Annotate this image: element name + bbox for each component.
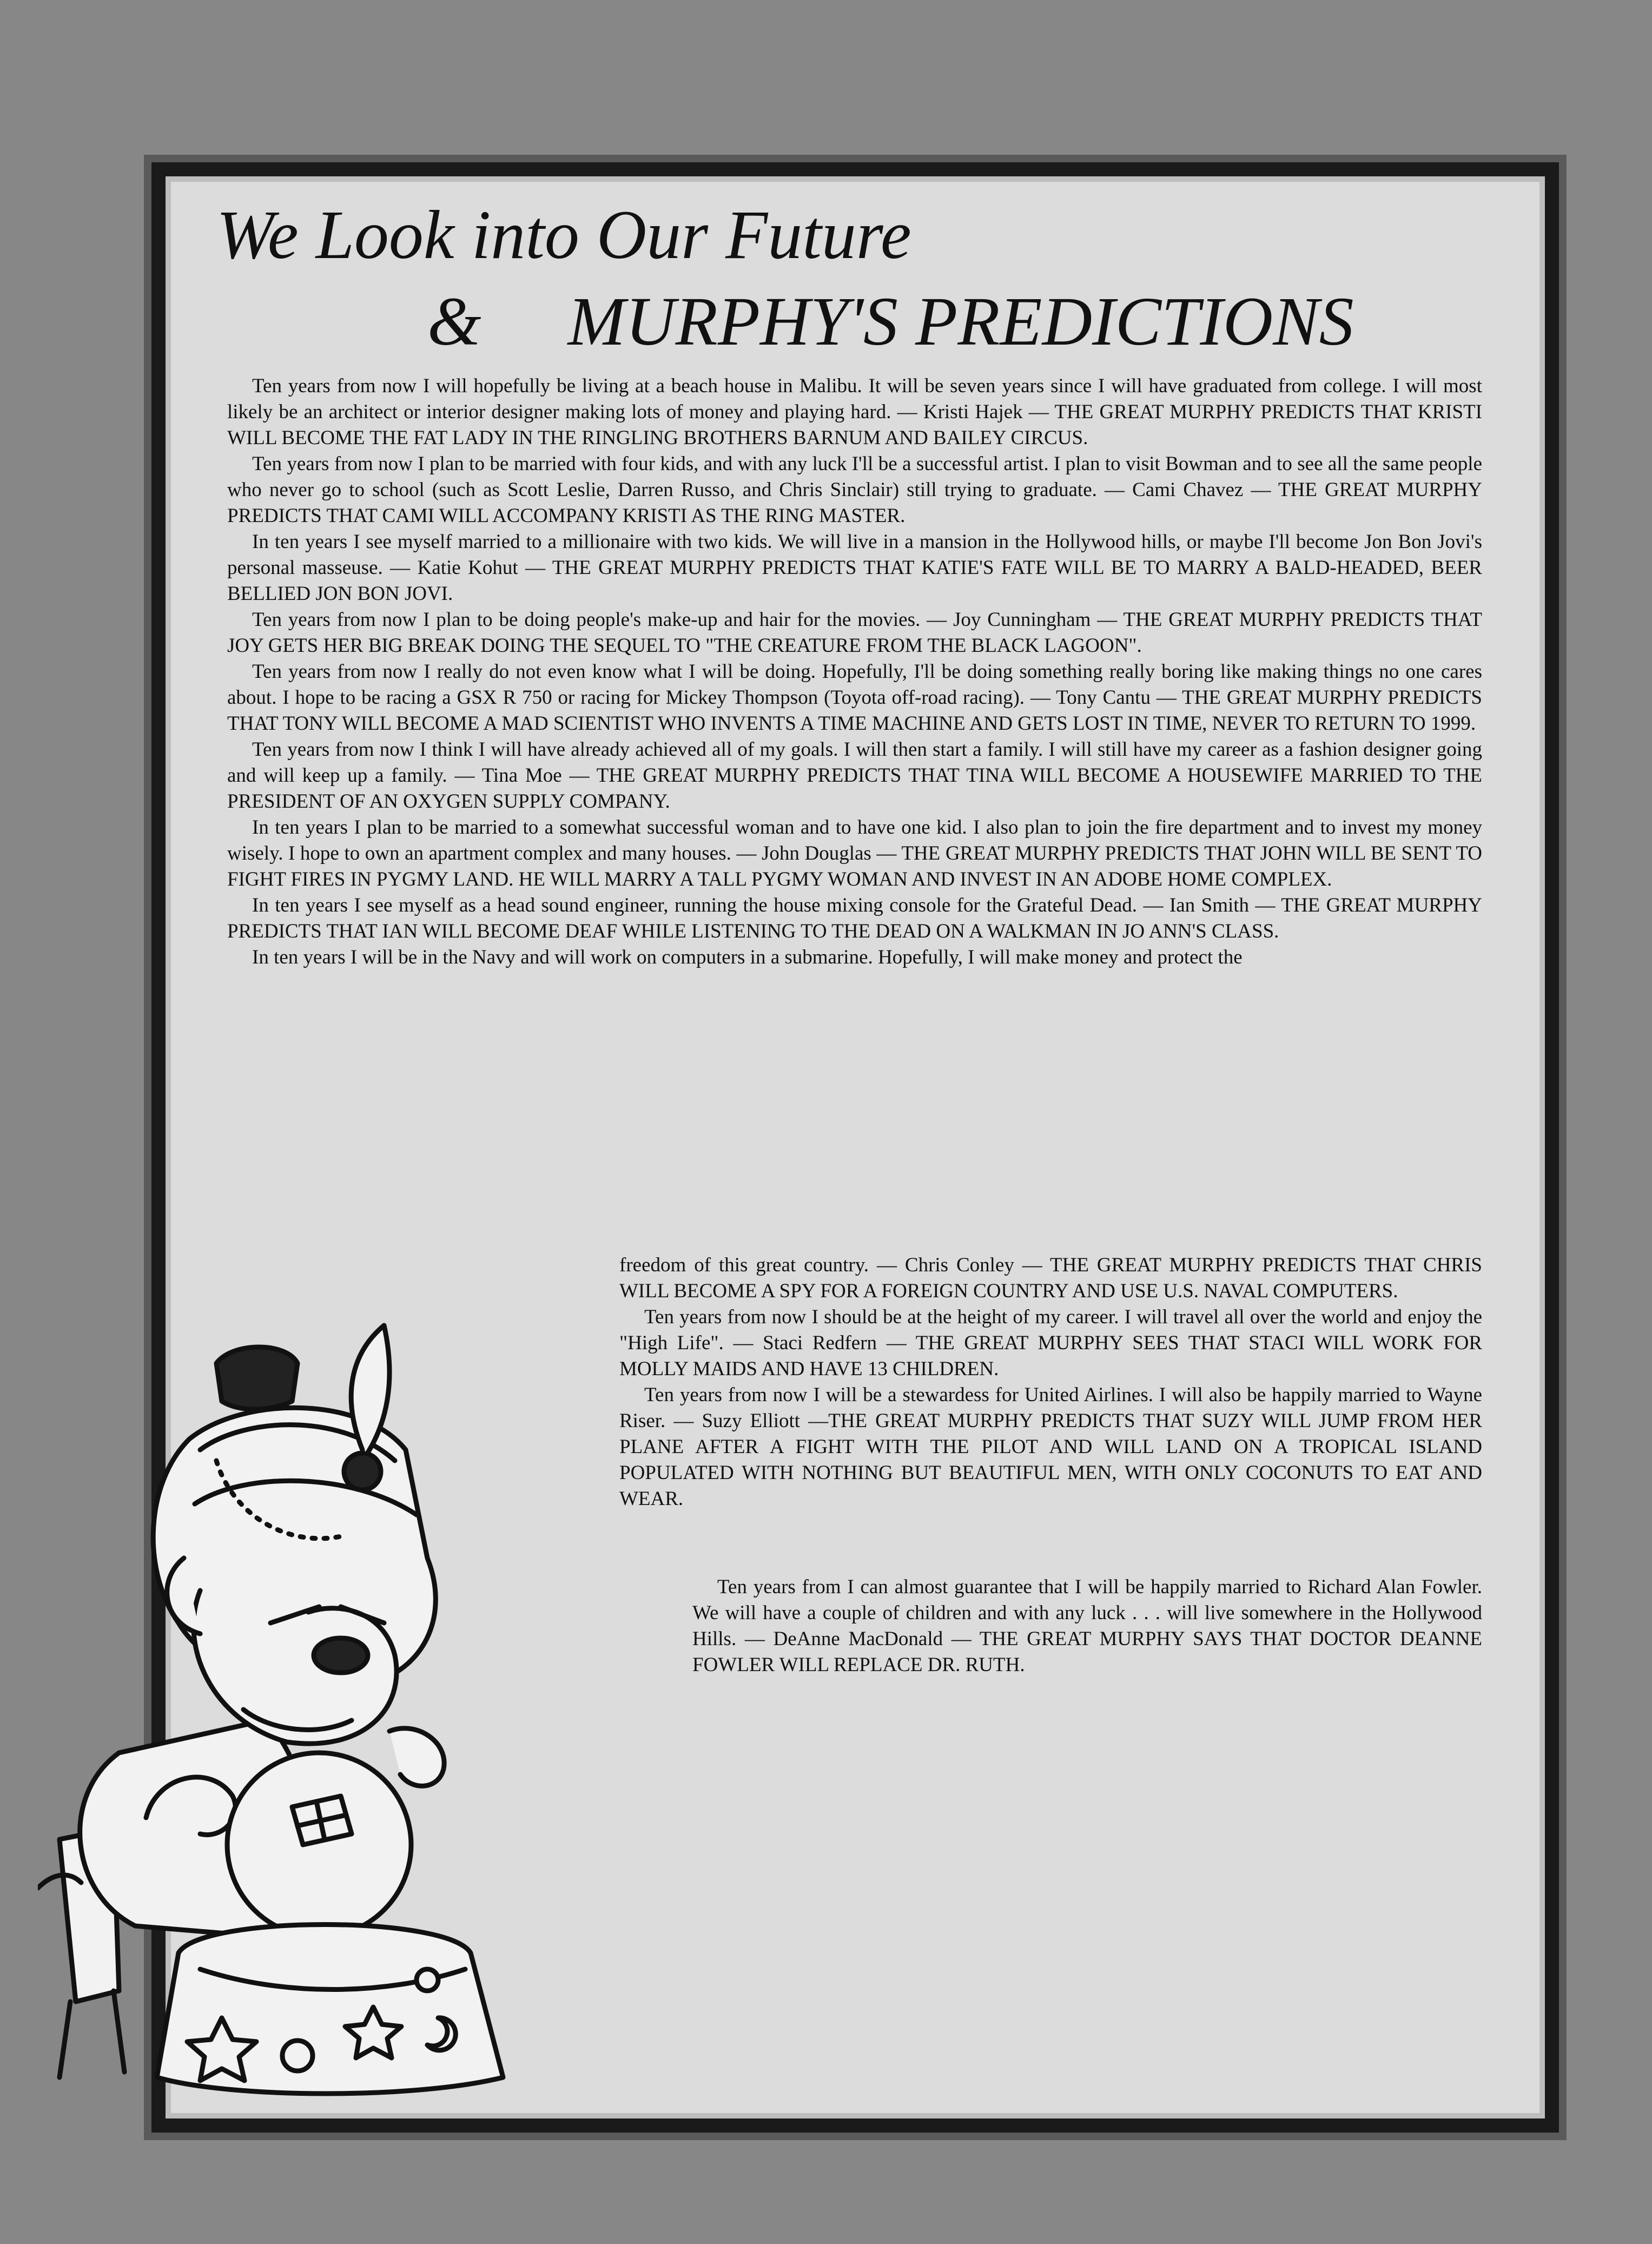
title-ampersand: & bbox=[427, 283, 481, 360]
prediction-paragraph: freedom of this great country. — Chris Conley — THE GREAT MURPHY PREDICTS THAT CHRIS WILL BECOME A SPY FOR A FOREIGN COUNTRY AND USE U.S. NAVAL COMPUTERS. bbox=[619, 1254, 1482, 1302]
prediction-paragraph: Ten years from now I plan to be married with four kids, and with any luck I'll be a successful artist. I plan to visit Bowman and to see all the same people who never go to school (such as Scott Leslie, Darren Russo, and Chris Sinclair) still trying to graduate. — Cami Chavez — THE GREAT MURPHY PREDICTS THAT CAMI WILL ACCOMPANY KRISTI AS THE RING MASTER. bbox=[227, 453, 1482, 527]
title-murphys-predictions: MURPHY'S PREDICTIONS bbox=[567, 283, 1354, 360]
prediction-paragraph: Ten years from now I really do not even know what I will be doing. Hopefully, I'll be doing something really boring like making things no one cares about. I hope to be racing a GSX R 750 or racing for Mickey Thompson (Toyota off-road racing). — Tony Cantu — THE GREAT MURPHY PREDICTS THAT TONY WILL BECOME A MAD SCIENTIST WHO INVENTS A TIME MACHINE AND GETS LOST IN TIME, NEVER TO RETURN TO 1999. bbox=[227, 661, 1482, 735]
prediction-paragraph: In ten years I see myself married to a millionaire with two kids. We will live in a mansion in the Hollywood hills, or maybe I'll become Jon Bon Jovi's personal masseuse. — Katie Kohut — THE GREAT MURPHY PREDICTS THAT KATIE'S FATE WILL BE TO MARRY A BALD-HEADED, BEER BELLIED JON BON JOVI. bbox=[227, 531, 1482, 605]
prediction-paragraph: Ten years from now I will be a stewardess for United Airlines. I will also be happily married to Wayne Riser. — Suzy Elliott —THE GREAT MURPHY PREDICTS THAT SUZY WILL JUMP FROM HER PLANE AFTER A FIGHT WITH THE PILOT AND WILL LAND ON A TROPICAL ISLAND POPULATED WITH NOTHING BUT BEAUTIFUL MEN, WITH ONLY COCONUTS TO EAT AND WEAR. bbox=[619, 1384, 1482, 1510]
prediction-paragraph: Ten years from now I plan to be doing people's make-up and hair for the movies. — Joy Cunningham — THE GREAT MURPHY PREDICTS THAT JOY GETS HER BIG BREAK DOING THE SEQUEL TO "THE CREATURE FROM THE BLACK LAGOON". bbox=[227, 609, 1482, 657]
fortune-teller-bulldog-illustration bbox=[38, 1233, 687, 2099]
prediction-paragraph: In ten years I see myself as a head sound engineer, running the house mixing console for the Grateful Dead. — Ian Smith — THE GREAT MURPHY PREDICTS THAT IAN WILL BECOME DEAF WHILE LISTENING TO THE DEAD ON A WALKMAN IN JO ANN'S CLASS. bbox=[227, 894, 1482, 942]
prediction-paragraph: In ten years I will be in the Navy and will work on computers in a submarine. Hopefully, I will make money and protect the bbox=[252, 946, 1243, 968]
prediction-paragraph: Ten years from now I think I will have already achieved all of my goals. I will then start a family. I will still have my career as a fashion designer going and will keep up a family. — Tina Moe — THE GREAT MURPHY PREDICTS THAT TINA WILL BECOME A HOUSEWIFE MARRIED TO THE PRESIDENT OF AN OXYGEN SUPPLY COMPANY. bbox=[227, 738, 1482, 813]
prediction-paragraph: Ten years from now I will hopefully be living at a beach house in Malibu. It will be seven years since I will have graduated from college. I will most likely be an architect or interior designer making lots of money and playing hard. — Kristi Hajek — THE GREAT MURPHY PREDICTS THAT KRISTI WILL BECOME THE FAT LADY IN THE RINGLING BROTHERS BARNUM AND BAILEY CIRCUS. bbox=[227, 375, 1482, 449]
prediction-paragraph: In ten years I plan to be married to a somewhat successful woman and to have one kid. I also plan to join the fire department and to invest my money wisely. I hope to own an apartment complex and many houses. — John Douglas — THE GREAT MURPHY PREDICTS THAT JOHN WILL BE SENT TO FIGHT FIRES IN PYGMY LAND. HE WILL MARRY A TALL PYGMY WOMAN AND INVEST IN AN ADOBE HOME COMPLEX. bbox=[227, 816, 1482, 890]
predictions-body-lower bbox=[619, 1252, 1482, 1512]
prediction-paragraph: Ten years from now I should be at the height of my career. I will travel all over the world and enjoy the "High Life". — Staci Redfern — THE GREAT MURPHY SEES THAT STACI WILL WORK FOR MOLLY MAIDS AND HAVE 13 CHILDREN. bbox=[619, 1306, 1482, 1380]
predictions-body bbox=[227, 373, 1482, 971]
prediction-paragraph: Ten years from I can almost guarantee that I will be happily married to Richard Alan Fowler. We will have a couple of children and with any luck . . . will live somewhere in the Hollywood Hills. — DeAnne MacDonald — THE GREAT MURPHY SAYS THAT DOCTOR DEANNE FOWLER WILL REPLACE DR. RUTH. bbox=[692, 1576, 1482, 1676]
page-title-line-2 bbox=[427, 283, 1354, 360]
predictions-body-last bbox=[692, 1574, 1482, 1678]
page-title-line-1: We Look into Our Future bbox=[216, 196, 911, 273]
